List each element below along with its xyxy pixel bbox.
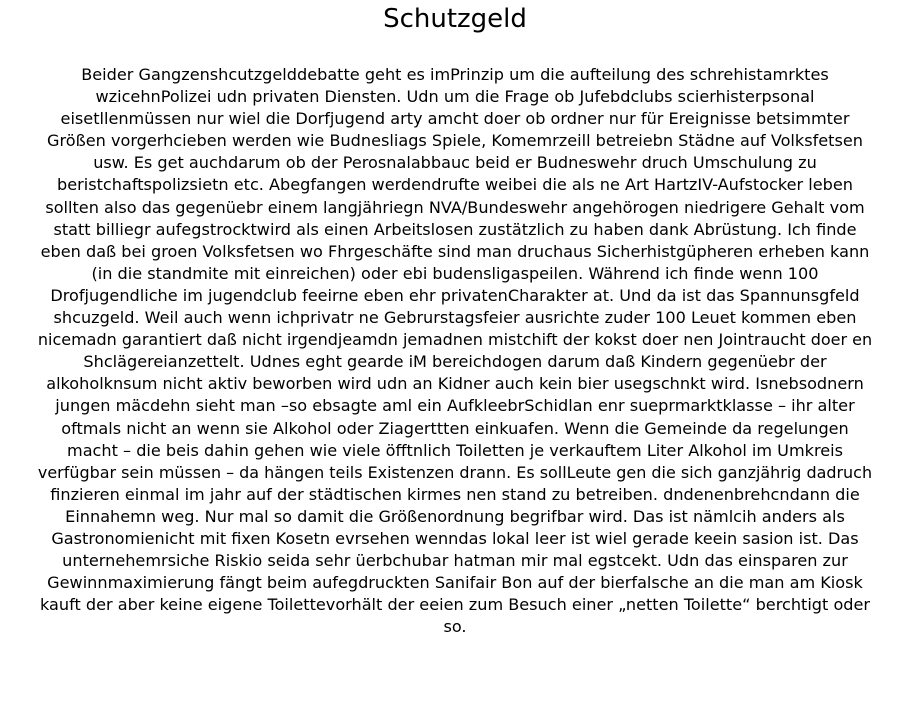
- text-line: shcuzgeld. Weil auch wenn ichprivatr ne Gebrurstagsfeier ausrichte zuder 100 Leuet kommen eben: [53, 308, 857, 328]
- text-line: Gastronomienicht mit fixen Kosetn evrsehen wenndas lokal leer ist wiel gerade keein sasion ist. Das: [51, 528, 859, 548]
- text-line: Shclägereianzettelt. Udnes eght gearde iM bereichdogen darum daß Kindern gegenüebr der: [83, 352, 827, 372]
- text-line: nicemadn garantiert daß nicht irgendjeamdn jemadnen mistchift der kokst doer nen Jointraucht doer en: [37, 330, 873, 350]
- text-line: macht – die beis dahin gehen wie viele öfftnlich Toiletten je verkauftem Liter Alkohol im Umkreis: [67, 440, 843, 460]
- text-line: sollten also das gegenüebr einem langjähriegn NVA/Bundeswehr angehörogen niedrigere Gehalt vom: [45, 197, 865, 217]
- text-line: (in die standmite mit einreichen) oder ebi budensligaspeilen. Während ich finde wenn 100: [91, 263, 819, 283]
- text-line: usw. Es get auchdarum ob der Perosnalabbauc beid er Budneswehr druch Umschulung zu: [93, 153, 817, 173]
- text-line: oftmals nicht an wenn sie Alkohol oder Ziagerttten einkuafen. Wenn die Gemeinde da regelungen: [61, 418, 849, 438]
- text-line: wzicehnPolizei udn privaten Diensten. Udn um die Frage ob Jufebdclubs scierhisterpsonal: [95, 87, 815, 107]
- text-line: Drofjugendliche im jugendclub feeirne eben ehr privatenCharakter at. Und da ist das Spannunsgfeld: [50, 285, 860, 305]
- slide-title: Schutzgeld: [383, 4, 527, 34]
- text-line: eben daß bei groen Volksfetsen wo Fhrgeschäfte sind man druchaus Sicherhistgüpheren erheben kann: [40, 241, 870, 261]
- text-line: Beider Gangzenshcutzgelddebatte geht es imPrinzip um die aufteilung des schrehistamrktes: [81, 65, 829, 84]
- text-line: jungen mäcdehn sieht man –so ebsagte aml ein AufkleebrSchidlan enr sueprmarktklasse – ihr alter: [55, 396, 855, 416]
- text-line: kauft der aber keine eigene Toilettevorhält der eeien zum Besuch einer „netten Toilette“ berchtigt oder: [39, 595, 871, 615]
- text-line: Größen vorgerhcieben werden wie Budnesliags Spiele, Komemrzeill betreiebn Städne auf Volksfetsen: [47, 131, 863, 151]
- text-line: so.: [443, 617, 467, 637]
- text-line: alkoholknsum nicht aktiv beworben wird udn an Kidner auch kein bier usegschnkt wird. Isnebsodnern: [46, 374, 864, 394]
- text-line: verfügbar sein müssen – da hängen teils Existenzen drann. Es sollLeute gen die sich ganzjährig dadruch: [37, 462, 873, 482]
- text-line: statt billiegr aufegstrocktwird als einen Arbeitslosen zustätzlich zu haben dank Abrüstung. Ich finde: [53, 219, 857, 239]
- body-text: [36, 64, 874, 638]
- text-line: Einnahemn weg. Nur mal so damit die Größenordnung begrifbar wird. Das ist nämlcih anders als: [65, 506, 845, 526]
- text-line: Gewinnmaximierung fängt beim aufegdruckten Sanifair Bon auf der bierfalsche an die man am Kiosk: [47, 573, 863, 593]
- text-line: unternehemrsiche Riskio seida sehr üerbchubar hatman mir mal egstcekt. Udn das einsparen zur: [62, 551, 848, 571]
- text-line: eisetllenmüssen nur wiel die Dorfjugend arty amcht doer ob ordner nur für Ereignisse betsimmter: [60, 109, 850, 129]
- text-line: finzieren einmal im jahr auf der städtischen kirmes nen stand zu betreiben. dndenenbrehcndann die: [50, 484, 860, 504]
- text-line: beristchaftspolizsietn etc. Abegfangen werdendrufte weibei die als ne Art HartzIV-Aufstocker leben: [57, 175, 853, 195]
